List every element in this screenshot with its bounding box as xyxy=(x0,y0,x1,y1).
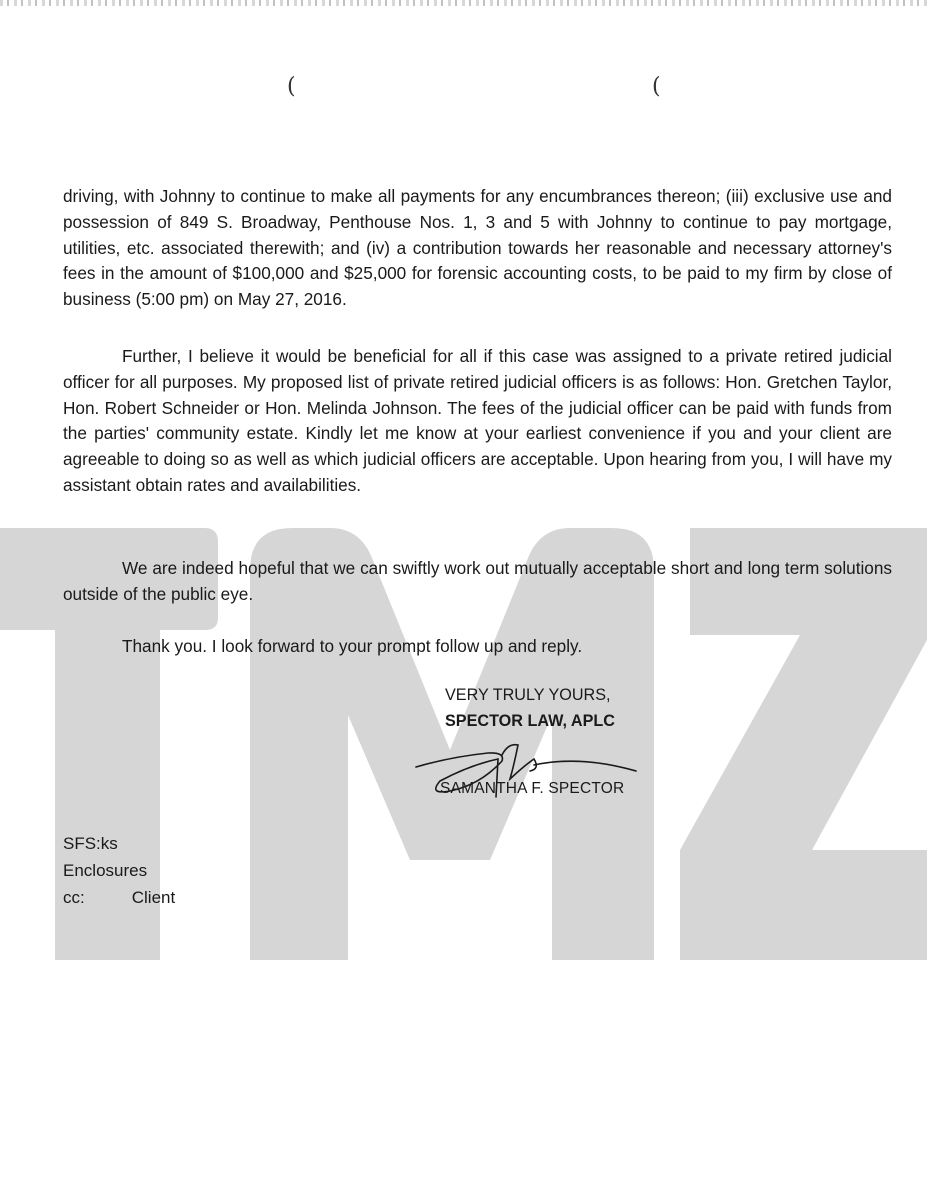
closing-salutation: VERY TRULY YOURS, xyxy=(445,686,611,704)
signer-name: SAMANTHA F. SPECTOR xyxy=(440,780,625,797)
scan-edge xyxy=(0,0,927,6)
cc-label: cc: xyxy=(63,888,85,907)
enclosures: Enclosures xyxy=(63,861,148,880)
initials: SFS:ks xyxy=(63,834,118,853)
footer-block xyxy=(63,830,175,911)
paragraph-4: Thank you. I look forward to your prompt follow up and reply. xyxy=(122,636,583,656)
cc-line xyxy=(63,884,175,911)
scan-mark-right: ( xyxy=(652,74,661,99)
closing-block xyxy=(445,682,615,734)
paragraph-2: Further, I believe it would be beneficial for all if this case was assigned to a private retired judicial officer for all purposes. My proposed list of private retired judicial officers is as follows: Hon. Gretchen Taylor, Hon. Robert Schneider or Hon. Melinda Johnson. The fees of the judicial officer can be paid with funds from the parties' community estate. Kindly let me know at your earliest convenience if you and your client are agreeable to doing so as well as which judicial officers are acceptable. Upon hearing from you, I will have my assistant obtain rates and availabilities. xyxy=(63,346,892,495)
cc-value: Client xyxy=(131,888,176,907)
firm-name: SPECTOR LAW, APLC xyxy=(445,712,615,730)
paragraph-3: We are indeed hopeful that we can swiftly work out mutually acceptable short and long term solutions outside of the public eye. xyxy=(63,558,892,604)
scan-mark-left: ( xyxy=(287,74,296,99)
paragraph-1: driving, with Johnny to continue to make all payments for any encumbrances thereon; (iii) exclusive use and possession of 849 S. Broadway, Penthouse Nos. 1, 3 and 5 with Johnny to continue to pay mortgage, utilities, etc. associated therewith; and (iv) a contribution towards her reasonable and necessary attorney's fees in the amount of $100,000 and $25,000 for forensic accounting costs, to be paid to my firm by close of business (5:00 pm) on May 27, 2016. xyxy=(63,186,892,310)
